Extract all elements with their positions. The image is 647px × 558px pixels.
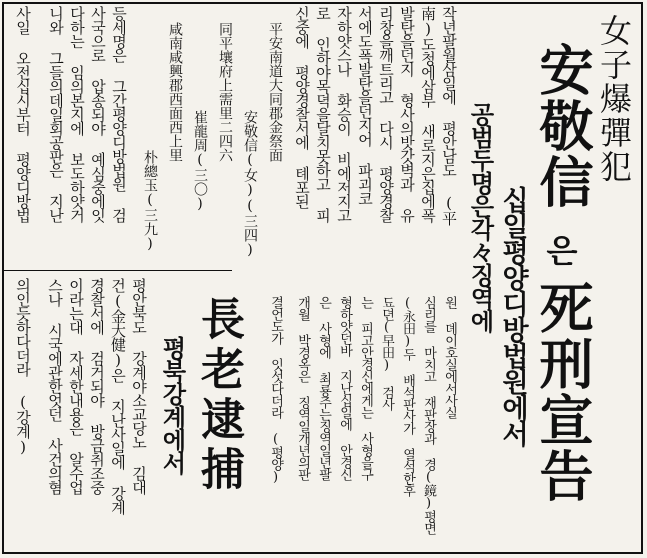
article1-col-6: 자하얏스나 화승이 비에저지고 xyxy=(335,6,353,222)
defendant-3-address: 咸南咸興郡西面西上里 xyxy=(167,22,183,162)
article2-col-5: 스나 시국에관한엇던 사건의혐 xyxy=(46,278,64,494)
kicker-female-bomber: 女子爆彈犯 xyxy=(595,14,633,184)
article1-col-22: (永田)두 배석판사가 열석한후 xyxy=(400,296,415,496)
article1-col-5: 서에도폭발탄을던지어 파괴코 xyxy=(356,6,374,205)
article1-col-16: 사국으로 압송되야 예심중에잇 xyxy=(89,6,107,222)
subhead-ganggye: 평북강계에서 xyxy=(158,336,187,474)
top-border xyxy=(2,2,643,4)
article1-col-17: 다하는 임의본지에 보도하얏거 xyxy=(68,6,86,222)
headline-particle: 은 xyxy=(541,234,579,268)
headline-verdict: 死刑宣告 xyxy=(531,280,595,504)
article2-col-3: 경찰서에 검거되야 방금취조중 xyxy=(88,278,106,494)
defendant-1-name: 安敬信(女)(三四) xyxy=(242,110,258,258)
article1-col-20: 원 뎨이호실에서사실 xyxy=(442,296,457,418)
mid-divider xyxy=(4,270,232,271)
article1-col-3: 발탄을던지 형사의밧갓벽과 유 xyxy=(398,6,416,222)
defendant-1-address: 平安南道大同郡金祭面 xyxy=(267,22,283,162)
defendant-2-address: 同平壤府上需里二四六 xyxy=(217,22,233,162)
article1-col-21: 심리를 마치고 재판장과 경(鏡)평면 xyxy=(421,296,436,534)
article1-col-25: 형하얏던바 지난십일에 안경신 xyxy=(337,296,352,480)
article1-col-15: 등세명은 그간평양디방법원 검 xyxy=(110,6,128,222)
defendant-3-name: 朴總玉(三九) xyxy=(142,150,158,252)
headline-elder-arrest: 長老逮捕 xyxy=(193,296,244,496)
left-border xyxy=(2,2,4,554)
subhead-court: 십일평양디방법원에서 xyxy=(497,186,528,446)
article1-col-18: 니와 그들의데일회공판은 지난 xyxy=(47,6,65,222)
article1-col-1: 작년팔월삼일에 평안남도 (平 xyxy=(440,6,458,225)
right-border xyxy=(641,2,643,554)
article1-col-4: 리창을깨트리고 다시 평양경찰 xyxy=(377,6,395,222)
article1-col-23: 됴뎐(早田) 검사 xyxy=(379,296,394,410)
article1-col-8: 신중에 평양경찰서에 톄포된 xyxy=(293,6,311,208)
subhead-accomplices: 공범두명은각々징역에 xyxy=(466,102,495,332)
defendant-2-name: 崔龍周(三〇) xyxy=(192,110,208,212)
article1-col-28: 결언도가 잇섯다더라 (평양) xyxy=(268,296,283,484)
bottom-border xyxy=(2,552,643,554)
article1-col-24: 는 피고안경신에게는 사형을구 xyxy=(358,296,373,480)
article1-col-26: 은 사형에 최룡주는징역일년팔 xyxy=(316,296,331,480)
headline-name: 安敬信 xyxy=(531,42,595,210)
article1-col-7: 로 인하야목뎍을달치못하고 피 xyxy=(314,6,332,222)
article2-col-1: 평안북도 강계야소교당노 김대 xyxy=(130,278,148,494)
article2-col-4: 이라는대 자세한내용은 알수업 xyxy=(67,278,85,494)
article2-col-2: 건(金大健)은 지난사일에 강계 xyxy=(109,278,127,514)
article1-col-2: 南)도청에삼부 새로지은집에폭 xyxy=(419,6,437,222)
article1-col-19: 사일 오전십시부터 평양디방법 xyxy=(14,6,32,222)
article1-col-27: 개월 박경옥은 징역일개년의판 xyxy=(295,296,310,480)
article2-col-6: 의인듯하다더라 (강계) xyxy=(14,278,32,455)
